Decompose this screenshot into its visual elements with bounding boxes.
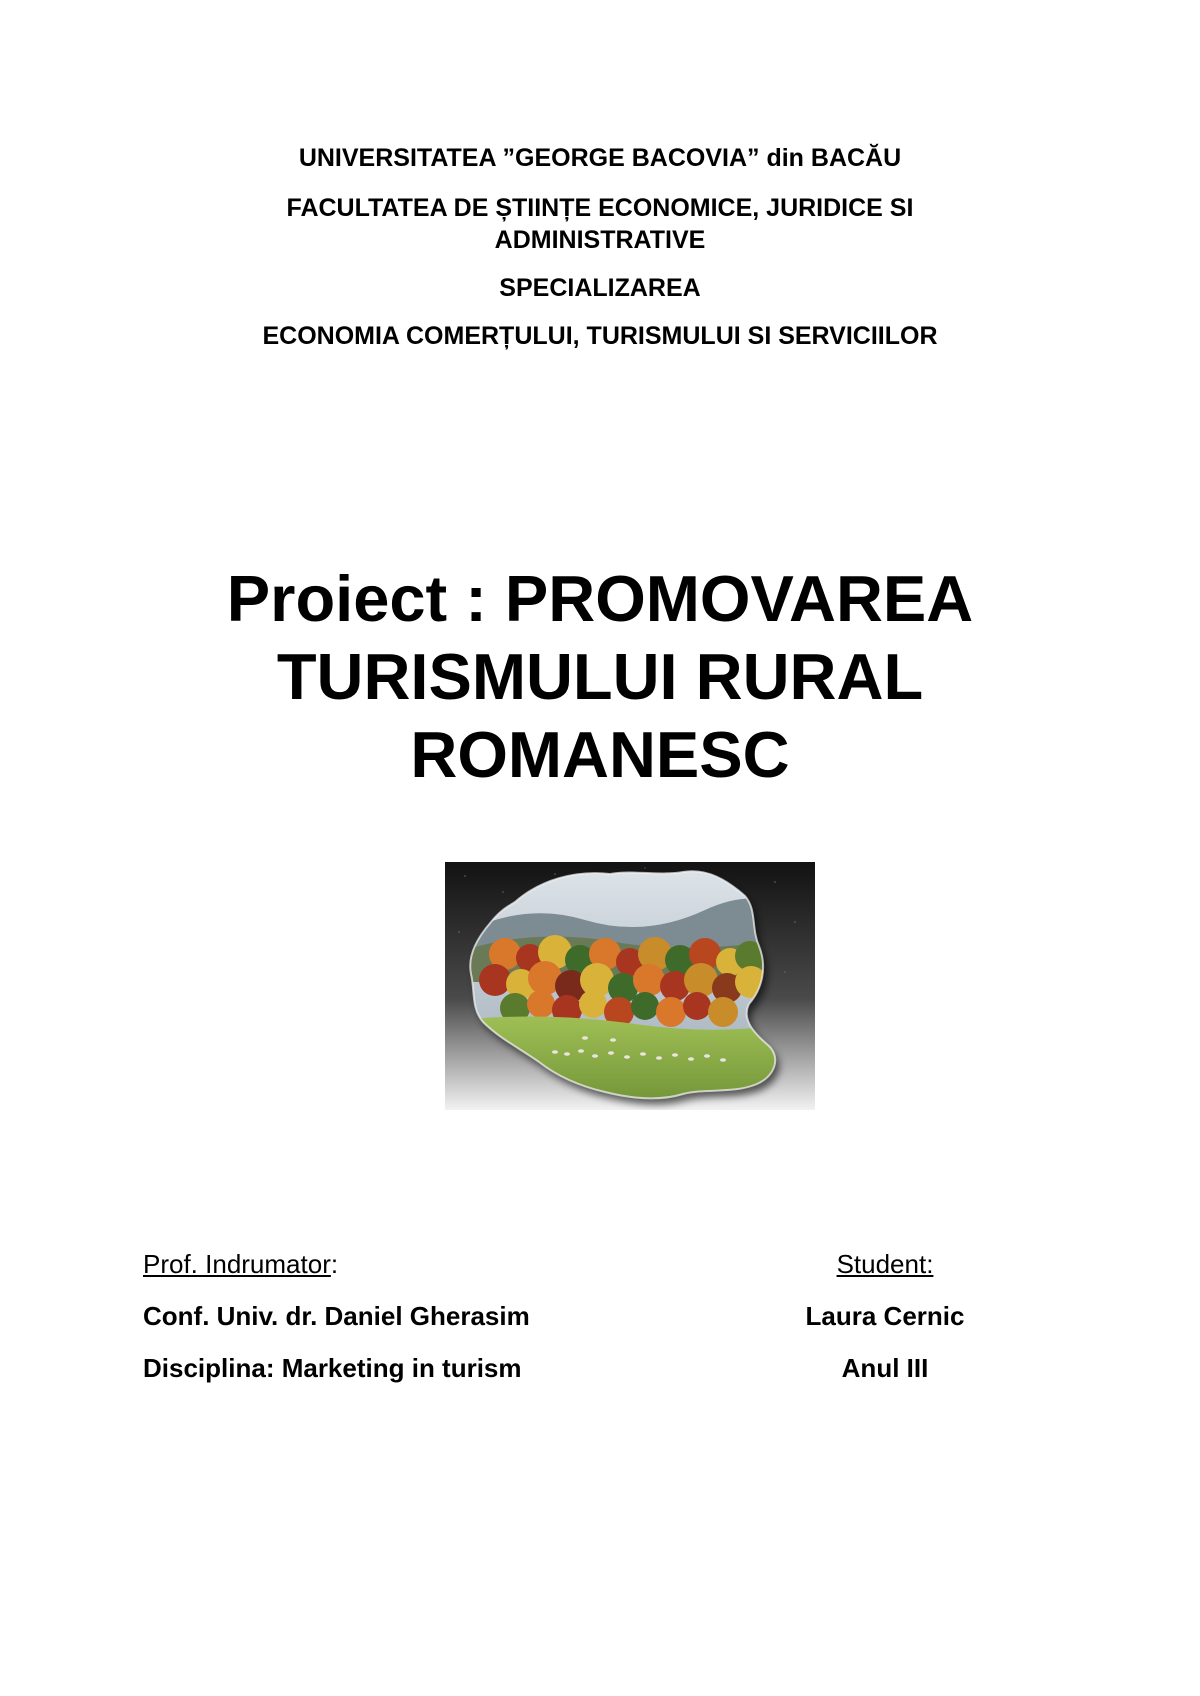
romania-map-landscape-image: [445, 862, 815, 1110]
student-block: [755, 1248, 1015, 1404]
discipline: Disciplina: Marketing in turism: [143, 1353, 522, 1383]
supervisor-block: [143, 1248, 703, 1404]
student-label: Student:: [836, 1249, 934, 1279]
title-line-2: TURISMULUI RURAL: [276, 640, 924, 713]
project-title: [0, 560, 1200, 794]
supervisor-name: Conf. Univ. dr. Daniel Gherasim: [143, 1301, 530, 1331]
supervisor-label-row: [143, 1248, 703, 1280]
faculty-name: FACULTATEA DE ȘTIINȚE ECONOMICE, JURIDICE SI ADMINISTRATIVE: [286, 194, 914, 254]
title-line-3: ROMANESC: [410, 718, 790, 791]
student-year: Anul III: [841, 1353, 929, 1383]
supervisor-label: Prof. Indrumator: [143, 1249, 331, 1279]
specialization-label: SPECIALIZAREA: [499, 274, 701, 302]
title-line-1: Proiect : PROMOVAREA: [226, 562, 974, 635]
student-name: Laura Cernic: [805, 1301, 965, 1331]
supervisor-label-colon: :: [330, 1249, 339, 1279]
map-illustration: [445, 862, 815, 1110]
specialization-name: ECONOMIA COMERȚULUI, TURISMULUI SI SERVICIILOR: [262, 322, 938, 350]
institution-header: [0, 142, 1200, 352]
university-name: UNIVERSITATEA ”GEORGE BACOVIA” din BACĂU: [298, 144, 902, 172]
